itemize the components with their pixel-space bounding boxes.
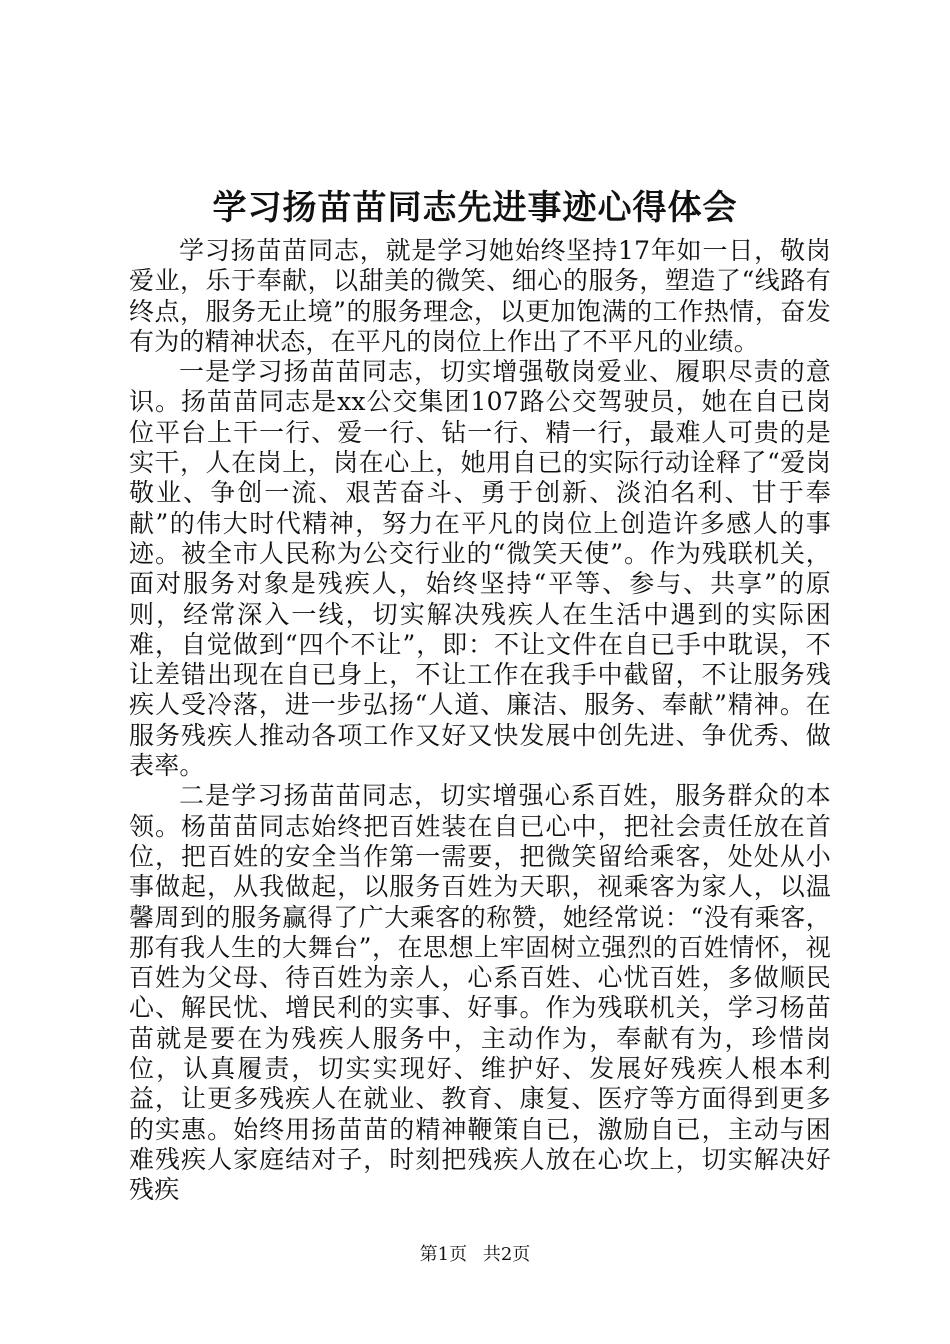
page-total: 共2页: [482, 1244, 531, 1265]
paragraph-intro: 学习扬苗苗同志，就是学习她始终坚持17年如一日，敬岗爱业，乐于奉献，以甜美的微笑、细心的服务，塑造了“线路有终点，服务无止境”的服务理念，以更加饱满的工作热情，奋发有为的精神状态，在平凡的岗位上作出了不平凡的业绩。: [129, 236, 831, 356]
paragraph-point-one: 一是学习扬苗苗同志，切实增强敬岗爱业、履职尽责的意识。扬苗苗同志是xx公交集团107路公交驾驶员，她在自已岗位平台上干一行、爱一行、钻一行、精一行，最难人可贵的是实干，人在岗上，岗在心上，她用自已的实际行动诠释了“爱岗敬业、争创一流、艰苦奋斗、勇于创新、淡泊名利、甘于奉献”的伟大时代精神，努力在平凡的岗位上创造许多感人的事迹。被全市人民称为公交行业的“微笑天使”。作为残联机关，面对服务对象是残疾人，始终坚持“平等、参与、共享”的原则，经常深入一线，切实解决残疾人在生活中遇到的实际困难，自觉做到“四个不让”，即：不让文件在自已手中耽误，不让差错出现在自已身上，不让工作在我手中截留，不让服务残疾人受冷落，进一步弘扬“人道、廉洁、服务、奉献”精神。在服务残疾人推动各项工作又好又快发展中创先进、争优秀、做表率。: [129, 357, 831, 781]
page-number: 第1页: [419, 1244, 468, 1265]
page-footer: [0, 1243, 950, 1267]
document-title: 学习扬苗苗同志先进事迹心得体会: [212, 188, 738, 228]
document-body: [129, 236, 831, 1206]
paragraph-point-two: 二是学习扬苗苗同志，切实增强心系百姓，服务群众的本领。杨苗苗同志始终把百姓装在自已心中，把社会责任放在首位，把百姓的安全当作第一需要，把微笑留给乘客，处处从小事做起，从我做起，以服务百姓为天职，视乘客为家人，以温馨周到的服务赢得了广大乘客的称赞，她经常说：“没有乘客，那有我人生的大舞台”，在思想上牢固树立强烈的百姓情怀，视百姓为父母、待百姓为亲人，心系百姓、心忧百姓，多做顺民心、解民忧、增民利的实事、好事。作为残联机关，学习杨苗苗就是要在为残疾人服务中，主动作为，奉献有为，珍惜岗位，认真履责，切实实现好、维护好、发展好残疾人根本利益，让更多残疾人在就业、教育、康复、医疗等方面得到更多的实惠。始终用扬苗苗的精神鞭策自已，激励自已，主动与困难残疾人家庭结对子，时刻把残疾人放在心坎上，切实解决好残疾: [129, 781, 831, 1205]
